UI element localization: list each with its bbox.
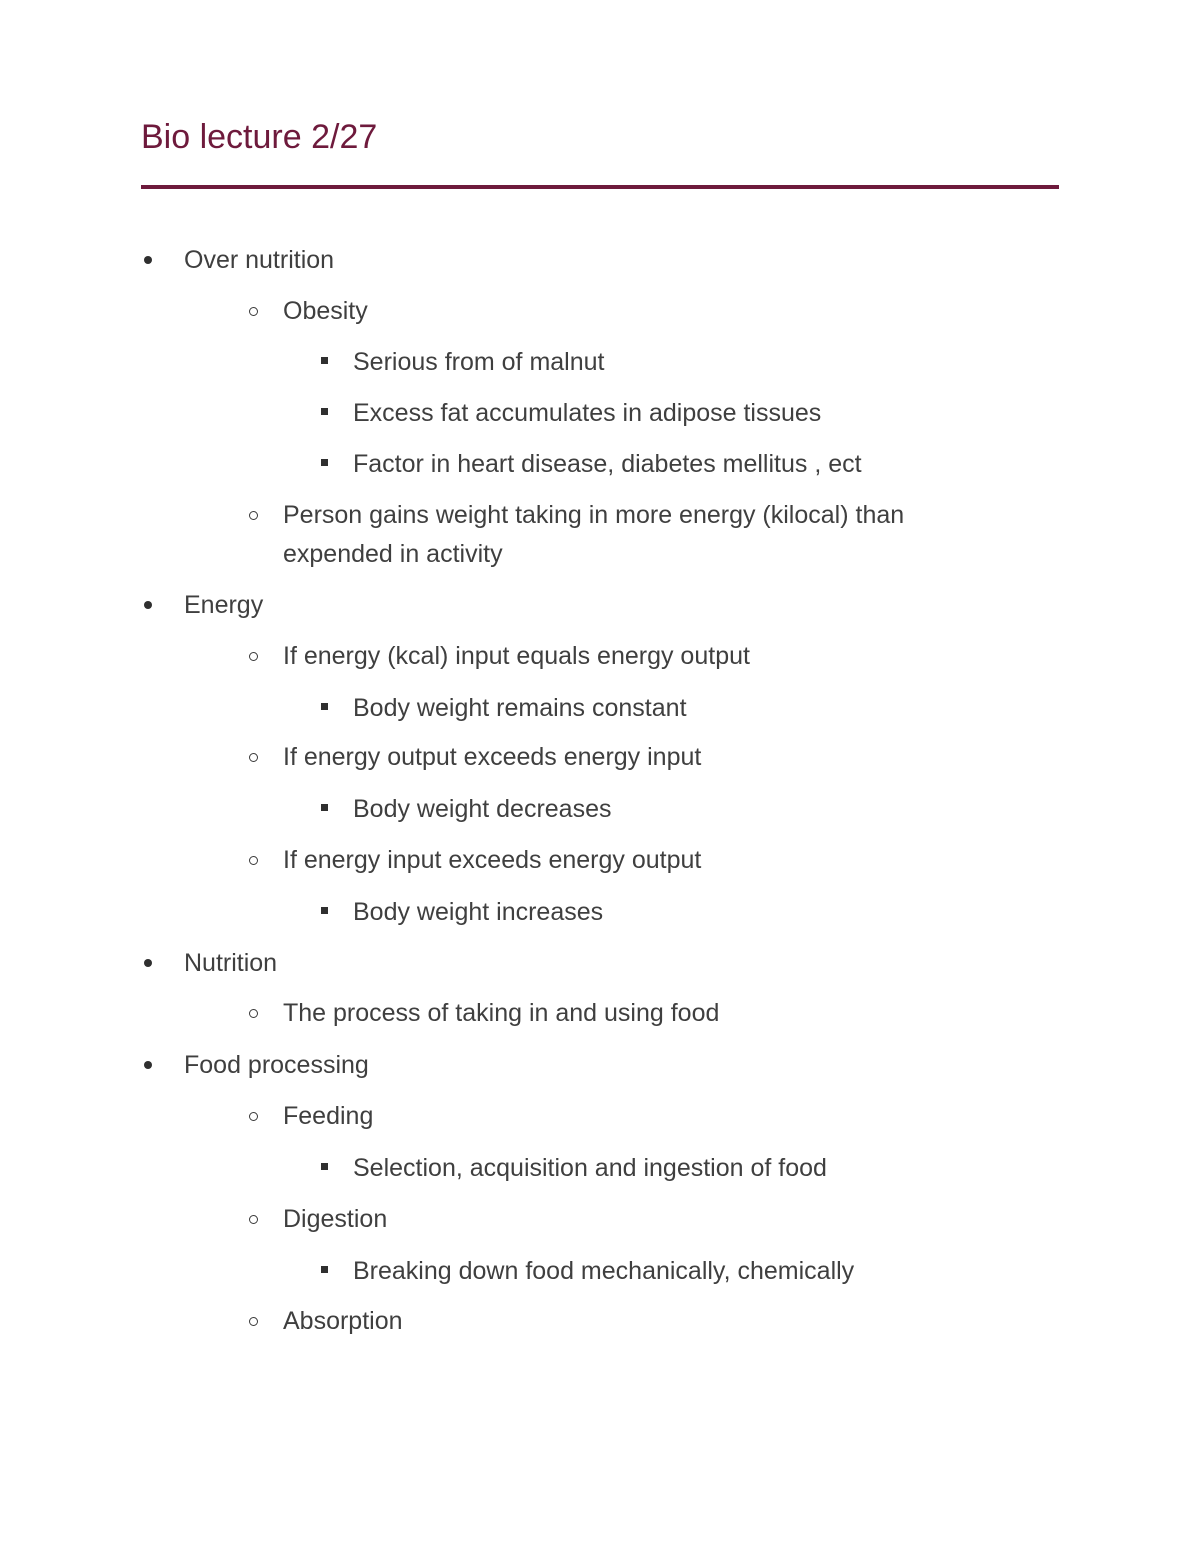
list-item-text: Serious from of malnut — [353, 348, 605, 376]
square-bullet-icon — [321, 1163, 328, 1170]
hollow-circle-bullet-icon — [249, 1317, 258, 1326]
list-item — [353, 1252, 854, 1291]
square-bullet-icon — [321, 1266, 328, 1273]
page-title: Bio lecture 2/27 — [141, 118, 378, 156]
list-item-text: Digestion — [283, 1205, 388, 1233]
list-item — [283, 496, 983, 574]
square-bullet-icon — [321, 804, 328, 811]
list-item-text: Body weight remains constant — [353, 694, 687, 722]
list-item-text: The process of taking in and using food — [283, 999, 720, 1027]
list-item — [353, 1149, 827, 1188]
square-bullet-icon — [321, 703, 328, 710]
hollow-circle-bullet-icon — [249, 856, 258, 865]
list-item-text: Factor in heart disease, diabetes mellitus , ect — [353, 450, 862, 478]
list-item — [353, 790, 611, 829]
list-item-text: Energy — [184, 591, 264, 619]
list-item-text: Excess fat accumulates in adipose tissues — [353, 399, 822, 427]
list-item — [283, 994, 719, 1033]
hollow-circle-bullet-icon — [249, 1215, 258, 1224]
square-bullet-icon — [321, 459, 328, 466]
list-item — [184, 1046, 369, 1085]
hollow-circle-bullet-icon — [249, 652, 258, 661]
list-item — [353, 689, 687, 728]
list-item-text: Obesity — [283, 297, 368, 325]
list-item — [184, 586, 263, 625]
list-item-text: Absorption — [283, 1307, 403, 1335]
list-item-text: Food processing — [184, 1051, 369, 1079]
list-item — [283, 637, 750, 676]
list-item — [184, 241, 334, 280]
bullet-icon — [144, 256, 152, 264]
list-item-text: If energy input exceeds energy output — [283, 846, 702, 874]
hollow-circle-bullet-icon — [249, 307, 258, 316]
hollow-circle-bullet-icon — [249, 511, 258, 520]
list-item-text: Body weight increases — [353, 898, 604, 926]
bullet-icon — [144, 1061, 152, 1069]
list-item-text: If energy output exceeds energy input — [283, 743, 702, 771]
list-item-text: Person gains weight taking in more energy (kilocal) than expended in activity — [283, 501, 905, 568]
hollow-circle-bullet-icon — [249, 1009, 258, 1018]
list-item-text: Breaking down food mechanically, chemically — [353, 1257, 855, 1285]
list-item — [184, 944, 277, 983]
list-item-text: If energy (kcal) input equals energy output — [283, 642, 750, 670]
square-bullet-icon — [321, 907, 328, 914]
list-item — [283, 292, 368, 331]
list-item-text: Body weight decreases — [353, 795, 612, 823]
bullet-icon — [144, 959, 152, 967]
list-item — [283, 1097, 373, 1136]
list-item — [353, 394, 821, 433]
list-item-text: Feeding — [283, 1102, 374, 1130]
list-item — [283, 738, 701, 777]
hollow-circle-bullet-icon — [249, 1112, 258, 1121]
square-bullet-icon — [321, 357, 328, 364]
list-item — [283, 1302, 403, 1341]
list-item-text: Nutrition — [184, 949, 278, 977]
list-item — [283, 841, 701, 880]
list-item — [283, 1200, 387, 1239]
list-item — [353, 343, 605, 382]
hollow-circle-bullet-icon — [249, 753, 258, 762]
list-item — [353, 893, 603, 932]
list-item — [353, 445, 862, 484]
list-item-text: Over nutrition — [184, 246, 335, 274]
list-item-text: Selection, acquisition and ingestion of food — [353, 1154, 827, 1182]
square-bullet-icon — [321, 408, 328, 415]
bullet-icon — [144, 601, 152, 609]
